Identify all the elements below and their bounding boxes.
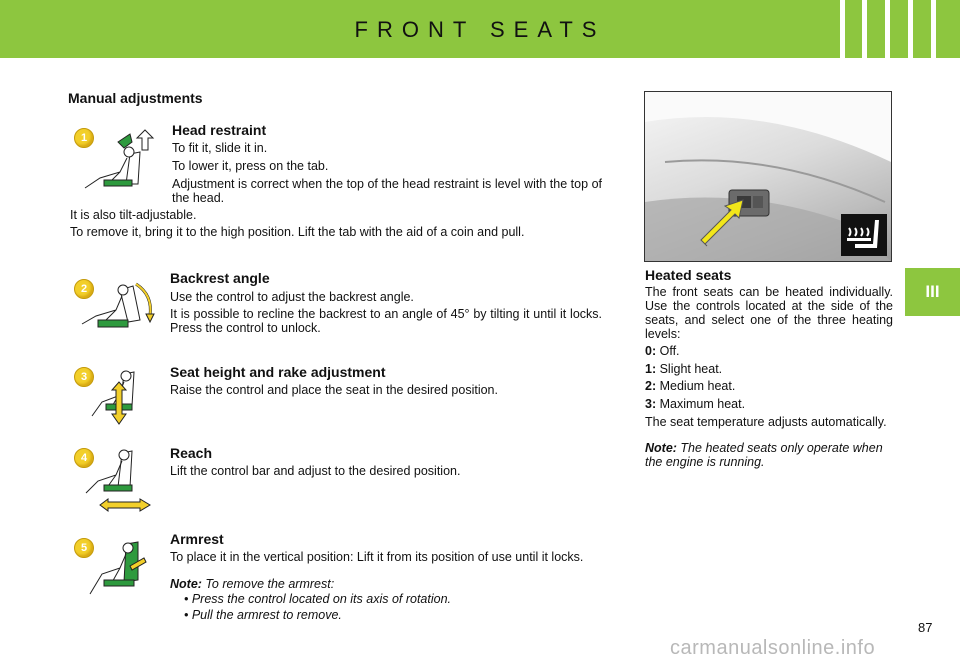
header-bar	[0, 0, 960, 58]
heat-level-text: Slight heat.	[656, 362, 723, 376]
main-heading: Manual adjustments	[68, 90, 203, 106]
heat-level-key: 2:	[645, 379, 657, 393]
armrest-bullet: • Press the control located on its axis of rotation.	[184, 592, 452, 606]
backrest-title: Backrest angle	[170, 270, 270, 286]
step-badge-4: 4	[74, 448, 94, 468]
page-number: 87	[918, 620, 933, 635]
head-restraint-line: To fit it, slide it in.	[172, 141, 268, 155]
head-restraint-extra: To remove it, bring it to the high position. Lift the tab with the aid of a coin and pull.	[70, 225, 525, 239]
head-restraint-line: To lower it, press on the tab.	[172, 159, 329, 173]
reach-line: Lift the control bar and adjust to the desired position.	[170, 464, 461, 478]
step-badge-3: 3	[74, 367, 94, 387]
heat-level-text: Maximum heat.	[656, 397, 746, 411]
heat-level-item	[645, 344, 893, 358]
heated-seats-note	[645, 441, 893, 469]
watermark: carmanualsonline.info	[670, 637, 876, 659]
armrest-note	[170, 577, 604, 591]
armrest-title: Armrest	[170, 531, 224, 547]
heat-level-item	[645, 362, 893, 376]
reach-title: Reach	[170, 445, 213, 461]
armrest-note-text: To remove the armrest:	[201, 577, 335, 591]
seat-height-line: Raise the control and place the seat in the desired position.	[170, 383, 498, 397]
heat-level-text: Off.	[656, 344, 680, 358]
heated-note-text: The heated seats only operate when the engine is running.	[645, 441, 883, 469]
section-tab[interactable]: III	[905, 268, 960, 316]
head-restraint-line: Adjustment is correct when the top of the head restraint is level with the top of the head.	[172, 177, 602, 205]
heat-level-key: 3:	[645, 397, 657, 411]
backrest-figure-icon	[78, 280, 163, 335]
reach-figure-icon	[84, 447, 156, 513]
step-badge-5: 5	[74, 538, 94, 558]
heated-seats-title: Heated seats	[645, 267, 732, 283]
heat-level-text: Medium heat.	[656, 379, 736, 393]
armrest-line: To place it in the vertical position: Lift it from its position of use until it locks.	[170, 550, 584, 564]
head-restraint-extra: It is also tilt-adjustable.	[70, 208, 197, 222]
page-title: FRONT SEATS	[354, 17, 606, 42]
backrest-line: Use the control to adjust the backrest angle.	[170, 290, 414, 304]
backrest-line: It is possible to recline the backrest to an angle of 45° by tilting it until it locks. Press the control to unlock.	[170, 307, 602, 335]
heated-seats-intro: The front seats can be heated individually. Use the controls located at the side of the seats, and select one of the three heating levels:	[645, 285, 893, 341]
heat-level-item	[645, 379, 893, 393]
step-badge-2: 2	[74, 279, 94, 299]
step-badge-1: 1	[74, 128, 94, 148]
armrest-figure-icon	[86, 540, 152, 600]
heat-level-key: 1:	[645, 362, 657, 376]
heat-level-item	[645, 397, 893, 411]
armrest-note-label: Note:	[170, 577, 202, 591]
head-restraint-figure-icon	[80, 128, 160, 193]
heated-note-label: Note:	[645, 441, 677, 455]
seat-heater-icon	[841, 214, 887, 256]
heated-seats-auto: The seat temperature adjusts automatically.	[645, 415, 887, 429]
seat-height-title: Seat height and rake adjustment	[170, 364, 386, 380]
head-restraint-title: Head restraint	[172, 122, 267, 138]
heated-seat-control-photo	[644, 91, 892, 262]
seat-height-figure-icon	[88, 366, 153, 432]
armrest-bullet: • Pull the armrest to remove.	[184, 608, 342, 622]
heat-level-key: 0:	[645, 344, 657, 358]
